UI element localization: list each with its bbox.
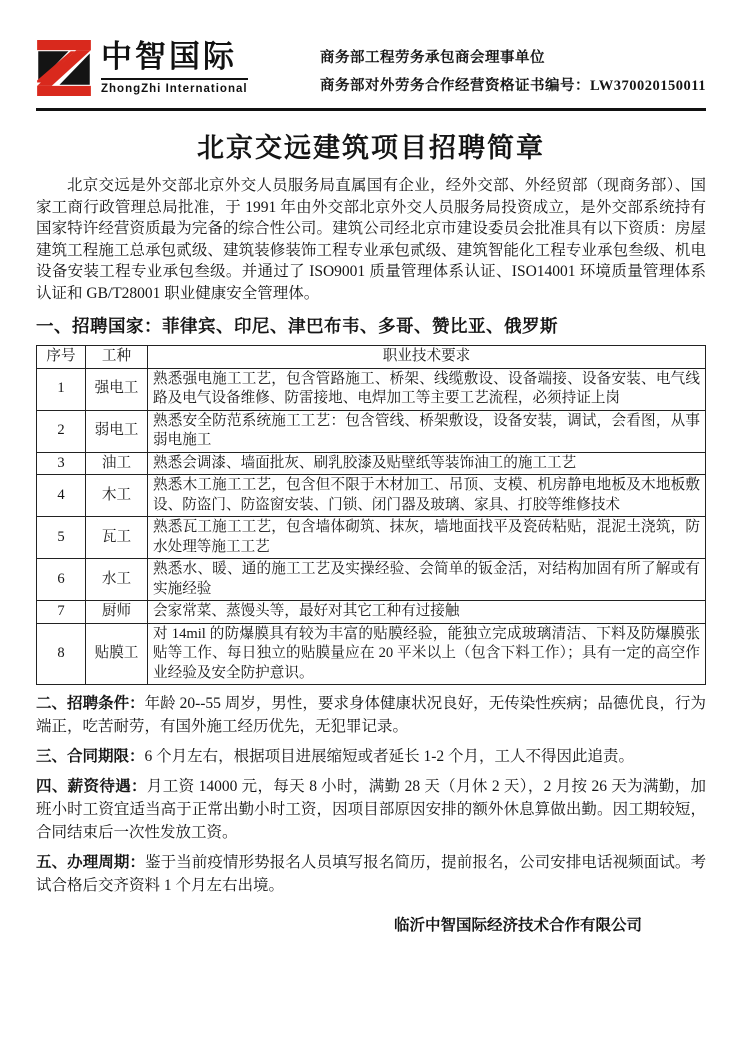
col-header-no: 序号: [37, 346, 86, 369]
intro-paragraph: 北京交远是外交部北京外交人员服务局直属国有企业，经外交部、外经贸部（现商务部）、国家工商行政管理总局批准，于 1991 年由外交部北京外交人员服务局投资成立，是外交部系统持有国家特许经营资质最为完备的综合性公司。建筑公司经北京市建设委员会批准具有以下资质：房屋建筑工程施工总承包贰级、建筑装修装饰工程专业承包贰级、建筑智能化工程专业承包叁级、机电设备安装工程专业承包叁级。并通过了 ISO9001 质量管理体系认证、ISO14001 环境质量管理体系认证和 GB/T28001 职业健康安全管理体。: [36, 177, 706, 302]
page-title: 北京交远建筑项目招聘简章: [197, 133, 545, 163]
row-no: 7: [37, 601, 86, 624]
row-job: 弱电工: [86, 410, 148, 452]
row-no: 3: [37, 452, 86, 475]
section-conditions: [36, 692, 706, 738]
section-conditions-label: 二、招聘条件：: [36, 695, 145, 712]
row-req: 熟悉瓦工施工工艺，包含墙体砌筑、抹灰，墙地面找平及瓷砖粘贴，混泥土浇筑，防水处理等施工工艺: [148, 517, 706, 559]
row-req: 对 14mil 的防爆膜具有较为丰富的贴膜经验，能独立完成玻璃清洁、下料及防爆膜张贴等工作、每日独立的贴膜量应在 20 平米以上（包含下料工作）；具有一定的高空作业经验及安全防护意识。: [148, 623, 706, 685]
row-job: 贴膜工: [86, 623, 148, 685]
job-requirements-table: [36, 345, 706, 685]
section-contract-term-label: 三、合同期限：: [36, 748, 145, 765]
row-req: 熟悉会调漆、墙面批灰、刷乳胶漆及贴壁纸等装饰油工的施工工艺: [148, 452, 706, 475]
letterhead: [36, 36, 706, 100]
row-no: 5: [37, 517, 86, 559]
table-row: [37, 475, 706, 517]
row-job: 瓦工: [86, 517, 148, 559]
company-logo: [36, 36, 248, 100]
section-processing-period: [36, 851, 706, 897]
row-job: 油工: [86, 452, 148, 475]
row-job: 强电工: [86, 368, 148, 410]
section-contract-term-text: 6 个月左右，根据项目进展缩短或者延长 1-2 个月，工人不得因此追责。: [144, 748, 635, 765]
section-salary-text: 月工资 14000 元，每天 8 小时，满勤 28 天（月休 2 天），2 月按 26 天为满勤，加班小时工资宜适当高于正常出勤小时工资，因项目部原因安排的额外休息算做出勤。因工期较短，合同结束后一次性发放工资。: [36, 778, 706, 841]
section-contract-term: [36, 745, 706, 768]
row-req: 熟悉水、暖、通的施工工艺及实操经验、会简单的钣金活，对结构加固有所了解或有实施经验: [148, 559, 706, 601]
row-req: 熟悉强电施工工艺，包含管路施工、桥架、线缆敷设、设备端接、设备安装、电气线路及电气设备维修、防雷接地、电焊加工等主要工艺流程，必须持证上岗: [148, 368, 706, 410]
z-logo-icon: [36, 36, 92, 100]
table-row: [37, 452, 706, 475]
table-header-row: [37, 346, 706, 369]
header-divider: [36, 108, 706, 111]
row-no: 4: [37, 475, 86, 517]
table-row: [37, 623, 706, 685]
col-header-job: 工种: [86, 346, 148, 369]
logo-chinese-name: 中智国际: [101, 39, 237, 74]
section-salary-label: 四、薪资待遇：: [36, 778, 147, 795]
table-row: [37, 517, 706, 559]
row-req: 会家常菜、蒸馒头等，最好对其它工种有过接触: [148, 601, 706, 624]
row-no: 1: [37, 368, 86, 410]
section-processing-period-label: 五、办理周期：: [36, 854, 146, 871]
row-no: 2: [37, 410, 86, 452]
row-req: 熟悉安全防范系统施工工艺：包含管线、桥架敷设，设备安装，调试，会看图，从事弱电施工: [148, 410, 706, 452]
credential-line-1: 商务部工程劳务承包商会理事单位: [319, 50, 545, 66]
table-row: [37, 601, 706, 624]
credential-line-2: 商务部对外劳务合作经营资格证书编号：LW370020150011: [319, 78, 706, 94]
logo-english-name: ZhongZhi International: [101, 78, 248, 95]
row-job: 水工: [86, 559, 148, 601]
row-no: 6: [37, 559, 86, 601]
section-countries-text: 菲律宾、印尼、津巴布韦、多哥、赞比亚、俄罗斯: [162, 316, 558, 336]
col-header-req: 职业技术要求: [148, 346, 706, 369]
row-req: 熟悉木工施工工艺，包含但不限于木材加工、吊顶、支模、机房静电地板及木地板敷设、防盗门、防盗窗安装、门锁、闭门器及玻璃、家具、打胶等维修技术: [148, 475, 706, 517]
credential-lines: [320, 36, 706, 100]
row-no: 8: [37, 623, 86, 685]
table-row: [37, 368, 706, 410]
section-countries: [36, 313, 706, 338]
logo-wordmark: [101, 36, 248, 95]
table-row: [37, 410, 706, 452]
row-job: 木工: [86, 475, 148, 517]
section-salary: [36, 775, 706, 844]
company-signature: 临沂中智国际经济技术合作有限公司: [393, 917, 642, 934]
section-processing-period-text: 鉴于当前疫情形势报名人员填写报名简历，提前报名，公司安排电话视频面试。考试合格后交齐资料 1 个月左右出境。: [36, 854, 706, 894]
section-countries-label: 一、招聘国家：: [36, 316, 162, 336]
table-row: [37, 559, 706, 601]
section-conditions-text: 年龄 20--55 周岁，男性，要求身体健康状况良好，无传染性疾病；品德优良，行为端正，吃苦耐劳，有国外施工经历优先，无犯罪记录。: [36, 695, 706, 735]
row-job: 厨师: [86, 601, 148, 624]
